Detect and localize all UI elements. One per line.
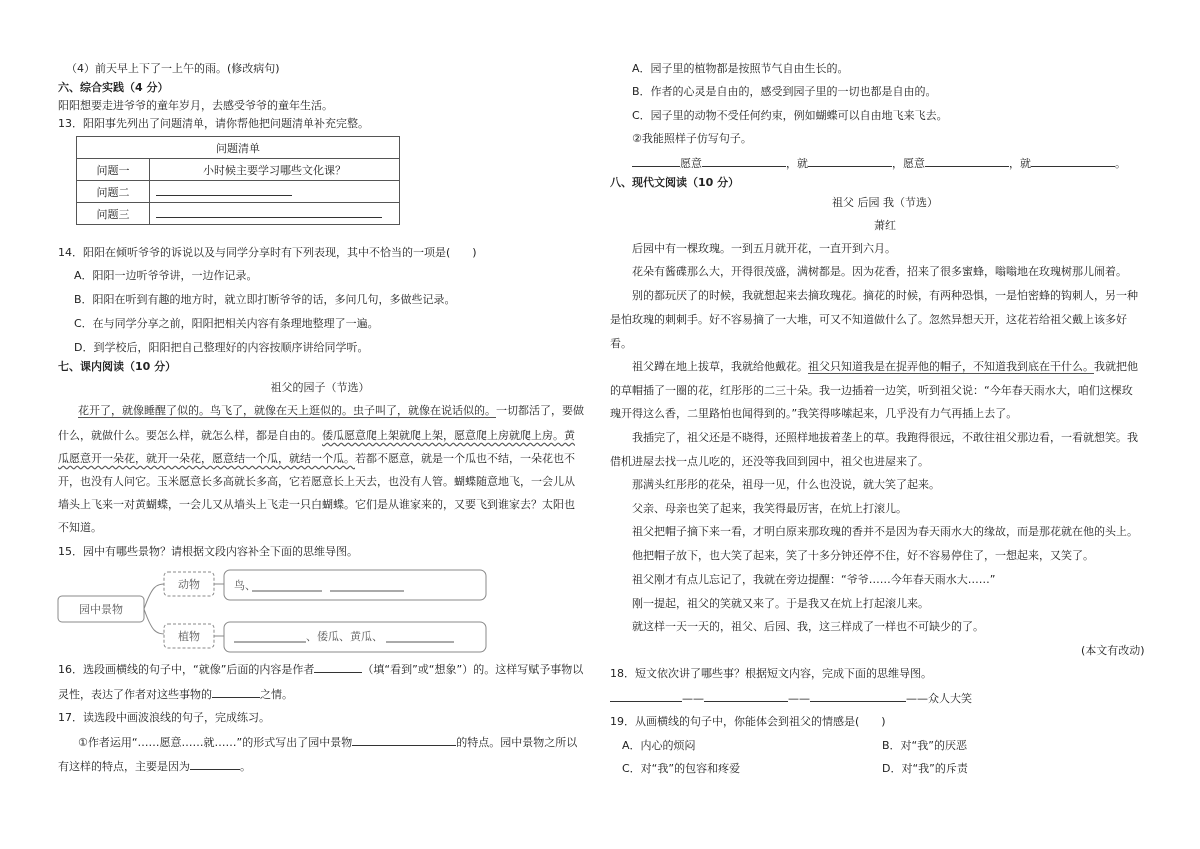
q17-2-prompt: ②我能照样子仿写句子。 — [632, 132, 752, 145]
mind-map — [56, 566, 496, 654]
question-14: 14．阳阳在倾听爷爷的诉说以及与同学分享时有下列表现，其中不恰当的一项是( ) — [58, 246, 477, 259]
text-span: 祖父蹲在地上拔草，我就给他戴花。 — [632, 360, 808, 373]
section-6-title: 六、综合实践（4 分） — [58, 81, 169, 94]
text-span: （填“看到”或“想象”）的。这样写赋予事物以 — [362, 663, 584, 676]
question-17: 17．读选段中画波浪线的句子，完成练习。 — [58, 711, 270, 724]
passage-line: 看。 — [610, 337, 632, 350]
mindmap-branch-plants-label: 植物 — [178, 630, 200, 643]
question-13: 13．阳阳事先列出了问题清单，请你帮他把问题清单补充完整。 — [58, 117, 369, 130]
answer-blank[interactable] — [190, 758, 240, 770]
mindmap-branch-animals-label: 动物 — [178, 578, 200, 591]
underlined-sentence: 祖父只知道我是在捉弄他的帽子，不知道我到底在干什么。 — [808, 360, 1094, 373]
mindmap-connector-top — [144, 584, 166, 609]
passage-line: 我插完了，祖父还是不晓得，还照样地拔着垄上的草。我跑得很远，不敢往祖父那边看，一看就想笑。我 — [632, 431, 1138, 444]
mindmap-leaf-plants-text: 、倭瓜、黄瓜、 — [306, 630, 383, 643]
question-15: 15．园中有哪些景物？请根据文段内容补全下面的思维导图。 — [58, 545, 358, 558]
question-18-fill — [610, 690, 972, 707]
text-span: —— — [788, 692, 810, 705]
answer-blank[interactable] — [610, 690, 682, 702]
text-span: 。 — [1115, 157, 1126, 170]
underlined-sentence: 花开了，就像睡醒了似的。鸟飞了，就像在天上逛似的。虫子叫了，就像在说话似的。 — [78, 404, 496, 417]
passage-line-3 — [58, 451, 575, 467]
text-span: 灵性，表达了作者对这些事物的 — [58, 688, 212, 701]
passage-line: 那满头红彤彤的花朵，祖母一见，什么也没说，就大笑了起来。 — [632, 478, 940, 491]
passage-line — [632, 359, 1138, 375]
passage-line-2 — [58, 428, 575, 444]
row-label: 问题二 — [77, 181, 150, 203]
passage-line-5: 墙头上飞来一对黄蝴蝶，一会儿又从墙头上飞走一只白蝴蝶。它们是从谁家来的，又要飞到谁家去？太阳也 — [58, 498, 575, 511]
imitation-fill-line — [632, 155, 1126, 172]
answer-blank-3[interactable] — [150, 203, 400, 225]
question-17-1-line-1 — [78, 734, 577, 751]
text-span: ①作者运用“……愿意……就……”的形式写出了园中景物 — [78, 736, 353, 749]
passage-line: 借机进屋去找一点儿吃的，还没等我回到园中，祖父也进屋来了。 — [610, 455, 929, 468]
section-7-title: 七、课内阅读（10 分） — [58, 360, 177, 373]
text-span: 我就把他 — [1094, 360, 1138, 373]
option-a[interactable]: A．阳阳一边听爷爷讲，一边作记录。 — [74, 269, 258, 282]
text-span: ——众人大笑 — [906, 692, 972, 705]
row-label: 问题三 — [77, 203, 150, 225]
table-row — [77, 159, 400, 181]
table-row — [77, 181, 400, 203]
text-span: 有这样的特点，主要是因为 — [58, 760, 190, 773]
text-span: 若都不愿意，就是一个瓜也不结，一朵花也不 — [355, 452, 575, 465]
question-16-line-1 — [58, 661, 583, 678]
passage-line: 他把帽子放下，也大笑了起来，笑了十多分钟还停不住，好不容易停住了，一想起来，又笑了。 — [632, 549, 1094, 562]
text-span: ，就 — [1009, 157, 1031, 170]
text-span: 什么，就做什么。要怎么样，就怎么样，都是自由的。 — [58, 429, 322, 442]
mindmap-leaf-animals-text: 鸟、 — [234, 579, 256, 592]
mindmap-leaf-animals — [224, 570, 486, 600]
passage-line: 瑰开得这么香，二里路怕也闻得到的。”我笑得哆嗦起来，几乎没有力气再插上去了。 — [610, 407, 1018, 420]
option-d[interactable]: D．到学校后，阳阳把自己整理好的内容按顺序讲给同学听。 — [74, 341, 369, 354]
text-span: 愿意 — [680, 157, 702, 170]
option-c[interactable]: C．在与同学分享之前，阳阳把相关内容有条理地整理了一遍。 — [74, 317, 379, 330]
answer-blank[interactable] — [808, 155, 892, 167]
answer-blank[interactable] — [702, 155, 786, 167]
passage-line: 花朵有酱碟那么大，开得很茂盛，满树都是。因为花香，招来了很多蜜蜂，嗡嗡地在玫瑰树那儿闹着。 — [632, 265, 1127, 278]
passage-title: 祖父 后园 我（节选） — [832, 196, 938, 209]
option-b[interactable]: B．阳阳在听到有趣的地方时，就立即打断爷爷的话，多问几句，多做些记录。 — [74, 293, 456, 306]
answer-blank[interactable] — [212, 686, 260, 698]
text-span: 之情。 — [260, 688, 293, 701]
question-16-line-2 — [58, 686, 293, 703]
answer-blank[interactable] — [1031, 155, 1115, 167]
question-12-4: （4）前天早上下了一上午的雨。(修改病句) — [66, 62, 280, 75]
source-note: (本文有改动) — [1081, 644, 1145, 657]
q19-option-d[interactable]: D．对“我”的斥责 — [882, 762, 968, 775]
q17-option-c[interactable]: C．园子里的动物不受任何约束，例如蝴蝶可以自由地飞来飞去。 — [632, 109, 948, 122]
question-list-table — [76, 136, 400, 225]
wavy-sentence: 倭瓜愿意爬上架就爬上架，愿意爬上房就爬上房。黄 — [322, 429, 575, 442]
passage-line: 的草帽插了一圈的花，红彤彤的二三十朵。我一边插着一边笑，听到祖父说：“今年春天雨水大，咱们这棵玫 — [610, 384, 1133, 397]
text-span: 的特点。园中景物之所以 — [456, 736, 578, 749]
passage-line: 后园中有一棵玫瑰。一到五月就开花，一直开到六月。 — [632, 242, 896, 255]
row-label: 问题一 — [77, 159, 150, 181]
passage-line: 祖父刚才有点儿忘记了，我就在旁边提醒：“爷爷……今年春天雨水大……” — [632, 573, 996, 586]
text-span: 。 — [240, 760, 251, 773]
passage-line: 别的都玩厌了的时候，我就想起来去摘玫瑰花。摘花的时候，有两种恐惧，一是怕密蜂的钩刺人，另一种 — [632, 289, 1138, 302]
question-17-1-line-2 — [58, 758, 251, 775]
text-span: —— — [682, 692, 704, 705]
passage-line-4: 开，也没有人问它。玉米愿意长多高就长多高，它若愿意长上天去，也没有人管。蝴蝶随意地飞，一会儿从 — [58, 475, 575, 488]
answer-blank[interactable] — [314, 661, 362, 673]
wavy-sentence-cont: 瓜愿意开一朵花，就开一朵花，愿意结一个瓜，就结一个瓜。 — [58, 452, 355, 465]
passage-line: 就这样一天一天的，祖父、后园、我，这三样成了一样也不可缺少的了。 — [632, 620, 984, 633]
passage-line: 父亲、母亲也笑了起来，我笑得最厉害，在炕上打滚儿。 — [632, 502, 907, 515]
answer-blank[interactable] — [632, 155, 680, 167]
q17-option-b[interactable]: B．作者的心灵是自由的，感受到园子里的一切也都是自由的。 — [632, 85, 937, 98]
text-span: 一切都活了，要做 — [496, 404, 584, 417]
question-19: 19．从画横线的句子中，你能体会到祖父的情感是( ) — [610, 715, 886, 728]
passage-author: 萧红 — [874, 219, 896, 232]
answer-blank[interactable] — [352, 734, 456, 746]
answer-blank[interactable] — [810, 690, 906, 702]
question-18: 18．短文依次讲了哪些事？根据短文内容，完成下面的思维导图。 — [610, 667, 932, 680]
passage-line: 祖父把帽子摘下来一看，才明白原来那玫瑰的香并不是因为春天雨水大的缘故，而是那花就在他的头上。 — [632, 525, 1138, 538]
answer-blank[interactable] — [704, 690, 788, 702]
passage-line-6: 不知道。 — [58, 521, 102, 534]
text-span: ，就 — [786, 157, 808, 170]
answer-blank[interactable] — [925, 155, 1009, 167]
answer-blank-2[interactable] — [150, 181, 400, 203]
section-8-title: 八、现代文阅读（10 分） — [610, 176, 740, 189]
passage-line-1 — [78, 403, 584, 419]
passage-line: 刚一提起，祖父的笑就又来了。于是我又在炕上打起滚儿来。 — [632, 597, 929, 610]
q19-option-c[interactable]: C．对“我”的包容和疼爱 — [622, 762, 741, 775]
q19-option-a[interactable]: A．内心的烦闷 — [622, 739, 696, 752]
passage-line: 是怕玫瑰的刺刺手。好不容易摘了一大堆，可又不知道做什么了。忽然异想天开，这花若给祖父戴上该多好 — [610, 313, 1127, 326]
passage-title: 祖父的园子（节选） — [270, 381, 370, 394]
table-row — [77, 203, 400, 225]
mindmap-connector-bottom — [144, 609, 166, 634]
q17-option-a[interactable]: A．园子里的植物都是按照节气自由生长的。 — [632, 62, 849, 75]
q19-option-b[interactable]: B．对“我”的厌恶 — [882, 739, 967, 752]
text-span: 16．选段画横线的句子中，“就像”后面的内容是作者 — [58, 663, 315, 676]
section-6-intro: 阳阳想要走进爷爷的童年岁月，去感受爷爷的童年生活。 — [58, 99, 333, 112]
row-value: 小时候主要学习哪些文化课？ — [150, 159, 400, 181]
text-span: ，愿意 — [892, 157, 925, 170]
mindmap-root-label: 园中景物 — [79, 603, 123, 616]
table-header: 问题清单 — [77, 137, 400, 159]
